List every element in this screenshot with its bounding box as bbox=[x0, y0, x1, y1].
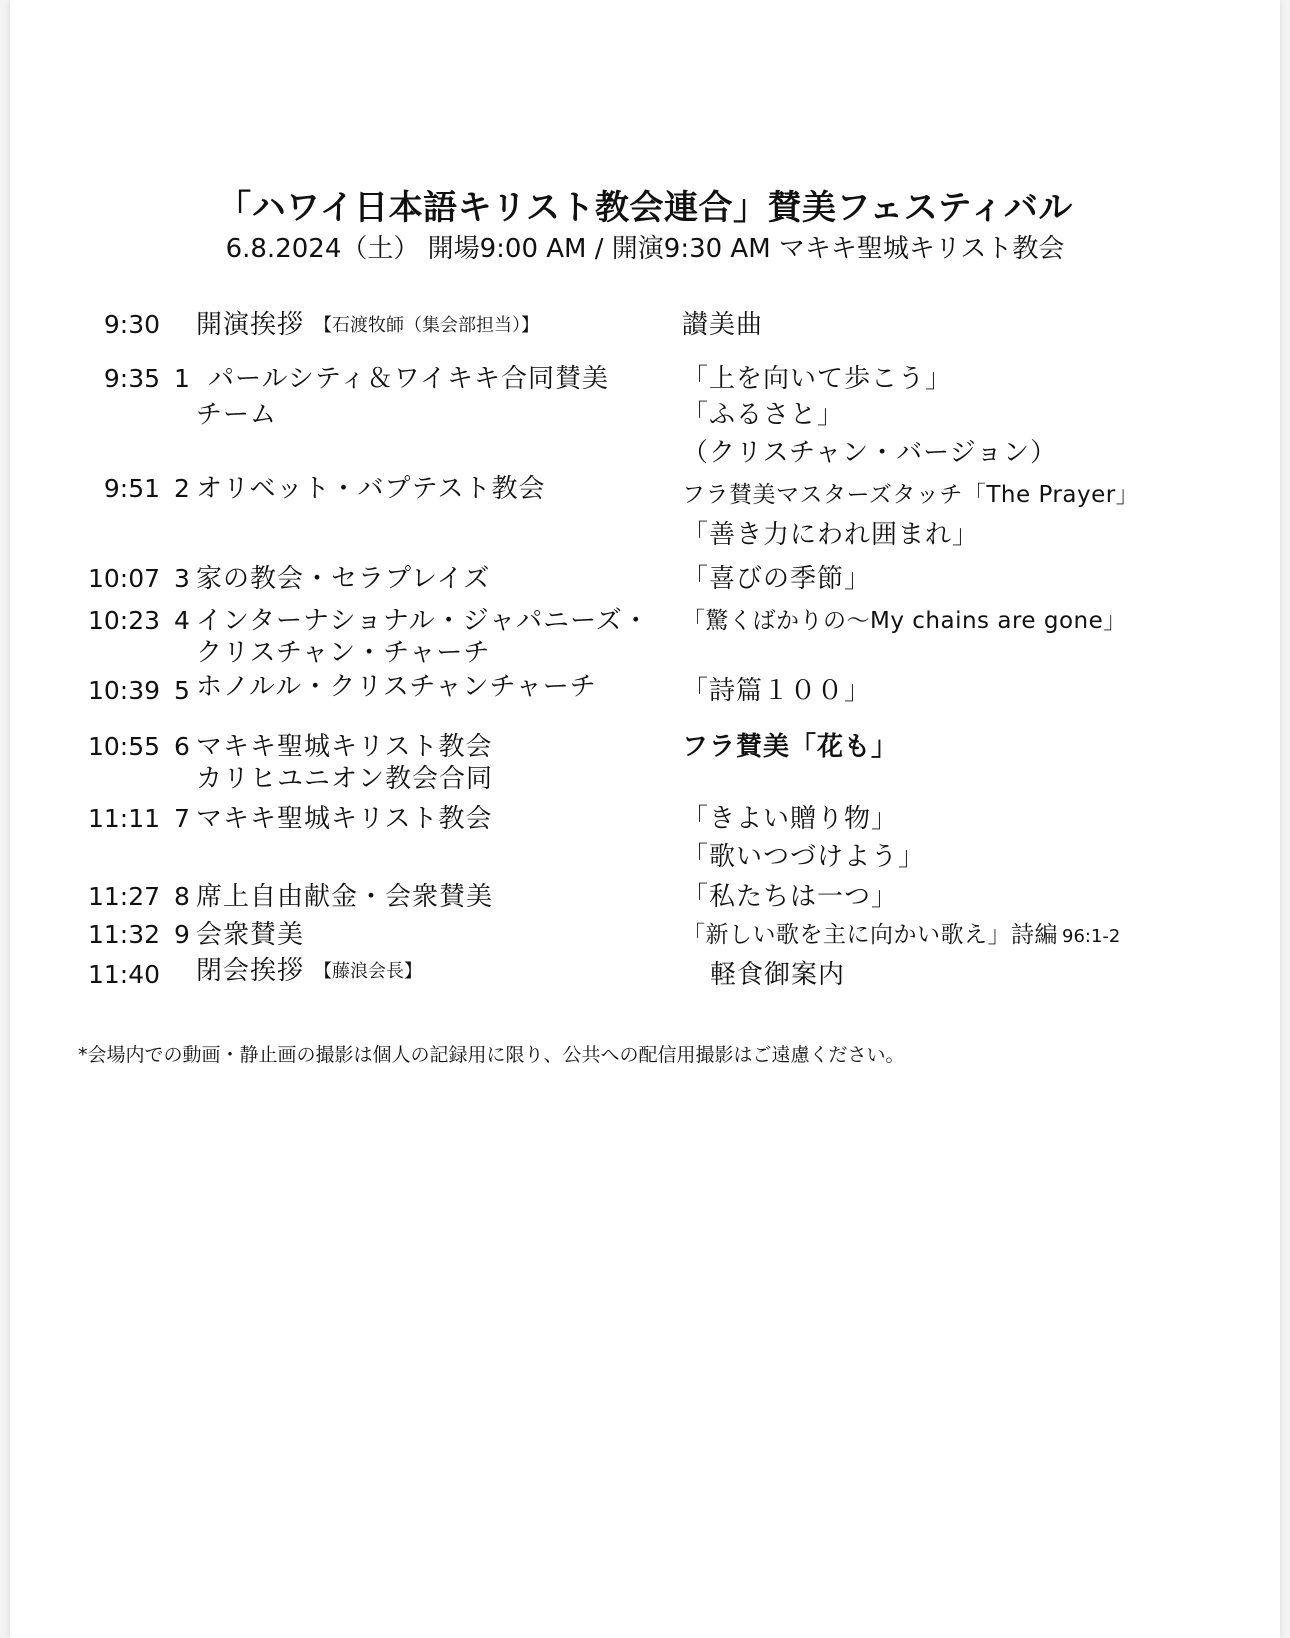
song-column-header: 讃美曲 bbox=[682, 310, 764, 340]
event-date-venue: 6.8.2024（土） 開場9:00 AM / 開演9:30 AM マキキ聖城キリスト教会 bbox=[225, 234, 1065, 264]
item-time: 9:51 bbox=[103, 474, 160, 503]
item-song: （クリスチャン・バージョン） bbox=[682, 438, 1058, 468]
item-song: 「善き力にわれ囲まれ」 bbox=[682, 520, 980, 550]
closing-time: 11:40 bbox=[87, 960, 160, 989]
item-performer-cont: チーム bbox=[196, 400, 278, 430]
item-time: 11:11 bbox=[87, 804, 160, 833]
item-performer: インターナショナル・ジャパニーズ・ bbox=[196, 606, 650, 636]
item-song: フラ賛美「花も」 bbox=[682, 732, 899, 762]
item-number: 8 bbox=[174, 882, 190, 911]
opening-label bbox=[196, 308, 539, 345]
item-time: 10:23 bbox=[87, 606, 160, 635]
closing-label-text: 閉会挨拶 bbox=[196, 956, 305, 986]
item-song: 「喜びの季節」 bbox=[682, 564, 872, 594]
item-song: 「私たちは一つ」 bbox=[682, 882, 899, 912]
opening-note: 【石渡牧師（集会部担当）】 bbox=[314, 315, 540, 336]
item-performer-cont: カリヒユニオン教会合同 bbox=[196, 764, 494, 794]
item-song: 「驚くばかりの〜My chains are gone」 bbox=[682, 608, 1127, 634]
opening-label-text: 開演挨拶 bbox=[196, 310, 305, 340]
item-time: 10:55 bbox=[87, 732, 160, 761]
closing-note: 【藤浪会長】 bbox=[314, 961, 423, 982]
item-performer-cont: クリスチャン・チャーチ bbox=[196, 638, 491, 668]
item-number: 9 bbox=[174, 920, 190, 949]
item-number: 2 bbox=[174, 474, 190, 503]
item-number: 3 bbox=[174, 564, 190, 593]
item-performer: 席上自由献金・会衆賛美 bbox=[196, 882, 494, 912]
item-performer: マキキ聖城キリスト教会 bbox=[196, 804, 493, 834]
item-performer: ホノルル・クリスチャンチャーチ bbox=[196, 672, 597, 702]
document-page bbox=[10, 0, 1280, 1638]
item-performer: 会衆賛美 bbox=[196, 920, 305, 950]
item-song: 「きよい贈り物」 bbox=[682, 804, 899, 834]
item-song-verse: 96:1-2 bbox=[1062, 926, 1121, 947]
item-time: 9:35 bbox=[103, 364, 160, 393]
item-number: 7 bbox=[174, 804, 190, 833]
closing-info: 軽食御案内 bbox=[710, 960, 846, 990]
item-number: 4 bbox=[174, 606, 190, 635]
page-title: 「ハワイ日本語キリスト教会連合」賛美フェスティバル bbox=[217, 188, 1073, 228]
item-time: 11:32 bbox=[87, 920, 160, 949]
footnote: *会場内での動画・静止画の撮影は個人の記録用に限り、公共への配信用撮影はご遠慮ください。 bbox=[78, 1044, 905, 1066]
item-song: 「詩篇１００」 bbox=[682, 676, 872, 706]
item-time: 10:07 bbox=[87, 564, 160, 593]
item-time: 11:27 bbox=[87, 882, 160, 911]
opening-time: 9:30 bbox=[103, 310, 160, 339]
item-song-title: 「新しい歌を主に向かい歌え」詩編 bbox=[682, 922, 1058, 948]
item-number: 1 bbox=[174, 364, 190, 393]
item-song: 「歌いつづけよう」 bbox=[682, 842, 926, 872]
item-performer: オリベット・バプテスト教会 bbox=[196, 474, 546, 504]
item-performer: パールシティ＆ワイキキ合同賛美 bbox=[208, 364, 609, 394]
item-song bbox=[682, 918, 1120, 954]
item-number: 6 bbox=[174, 732, 190, 761]
closing-label bbox=[196, 954, 422, 991]
item-number: 5 bbox=[174, 676, 190, 705]
item-time: 10:39 bbox=[87, 676, 160, 705]
item-song: 「上を向いて歩こう」 bbox=[682, 364, 953, 394]
item-performer: 家の教会・セラプレイズ bbox=[196, 564, 491, 594]
item-song: フラ賛美マスターズタッチ「The Prayer」 bbox=[682, 482, 1140, 508]
item-performer: マキキ聖城キリスト教会 bbox=[196, 732, 493, 762]
item-song: 「ふるさと」 bbox=[682, 400, 845, 430]
